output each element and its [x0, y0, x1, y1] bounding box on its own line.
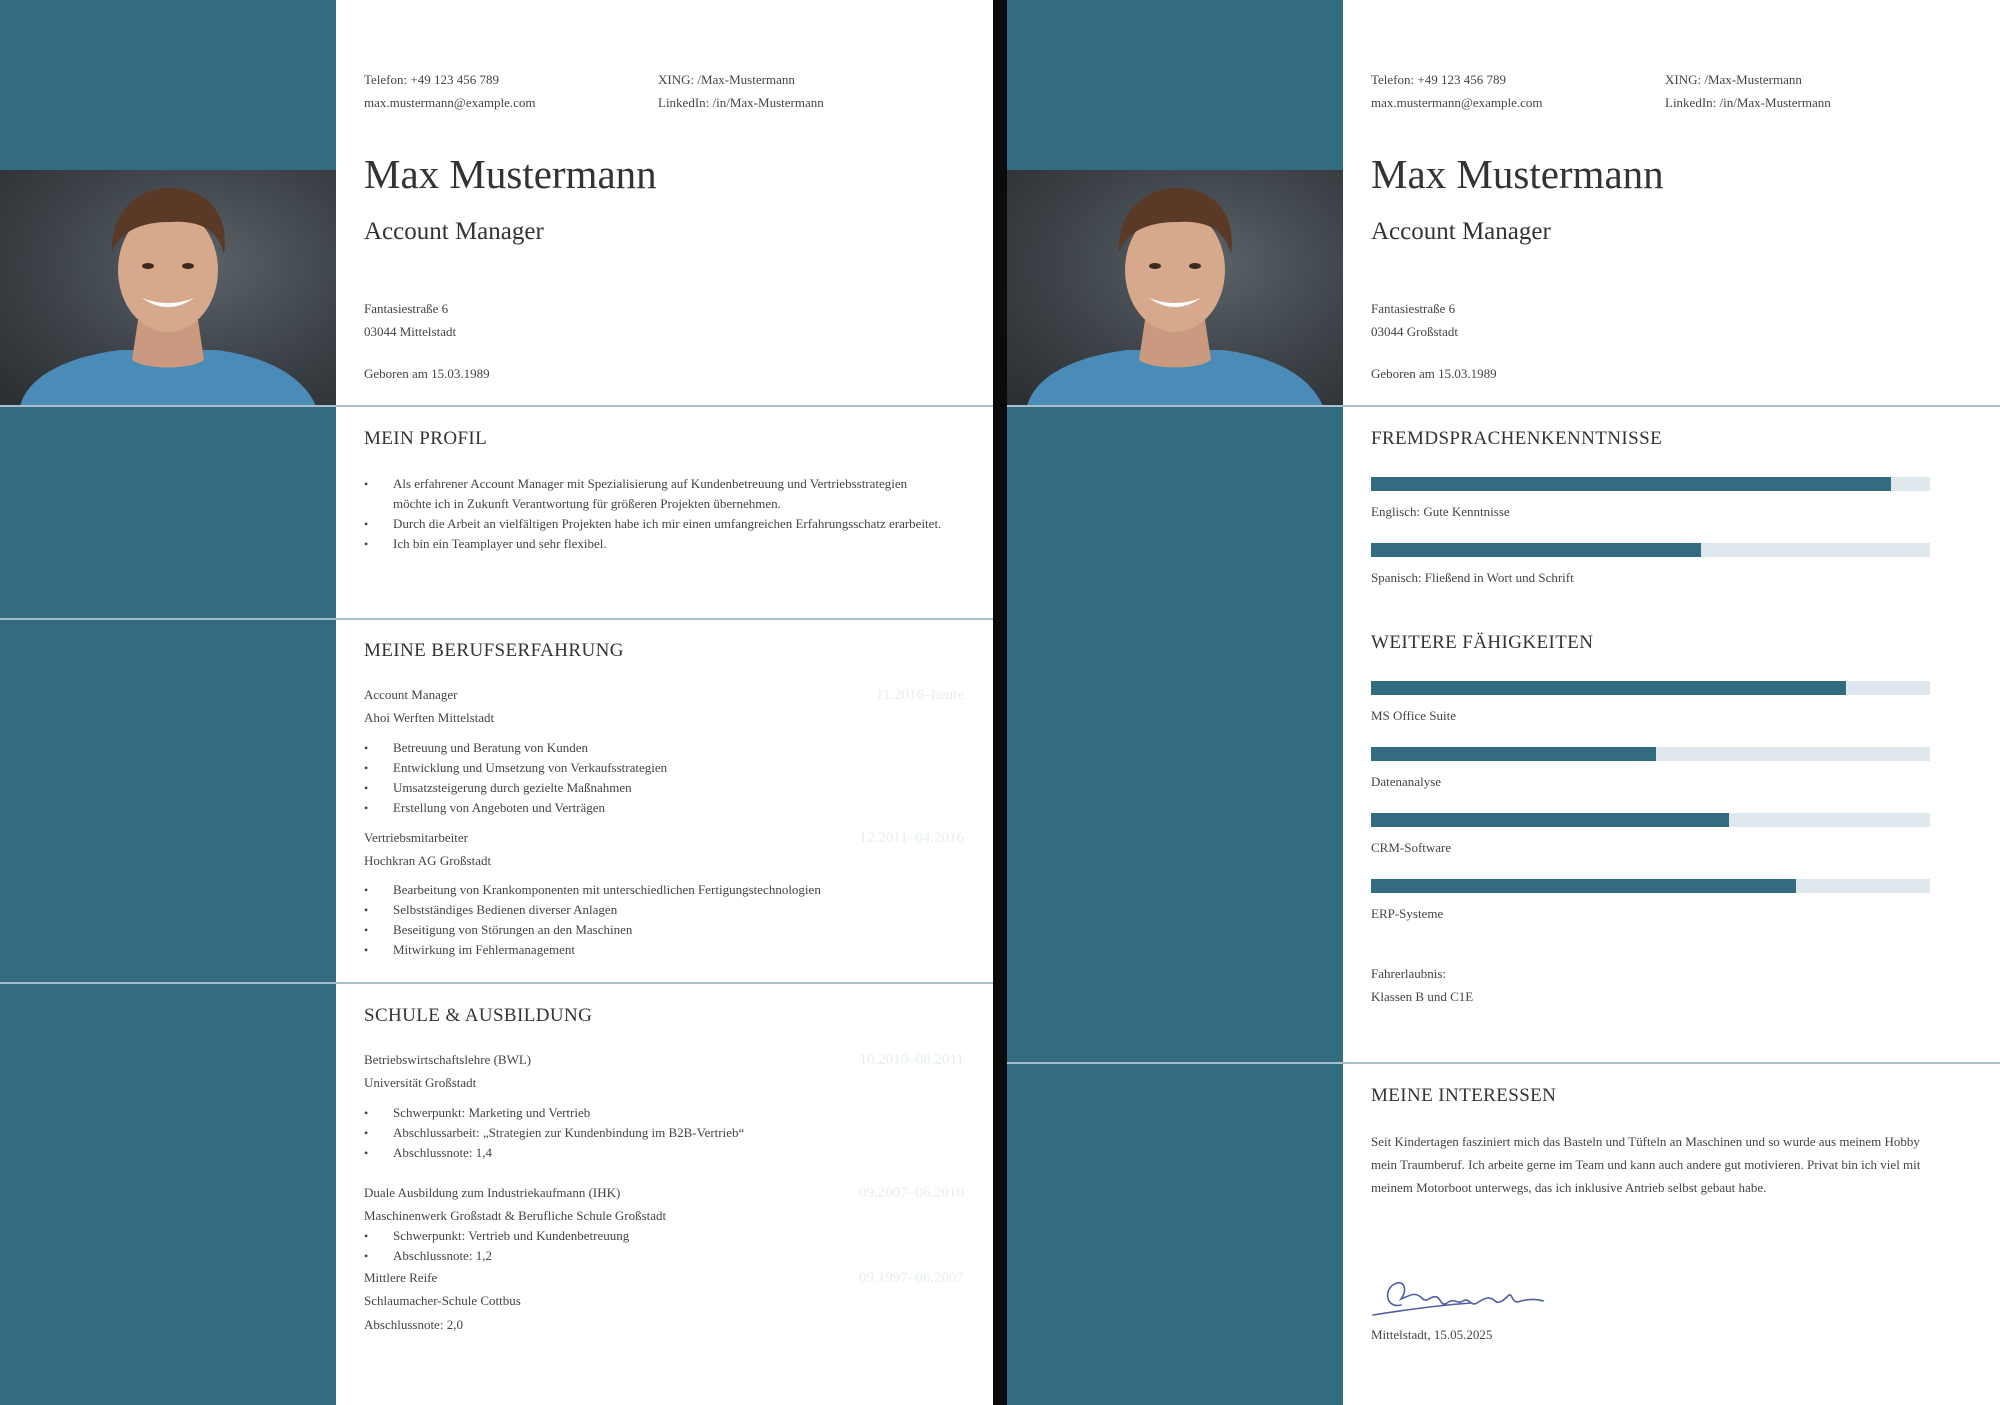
- skill-bar-fill: [1371, 477, 1891, 491]
- section-title-experience: MEINE BERUFSERFAHRUNG: [364, 640, 624, 661]
- date-edu-2: 09.2007–06.2010: [859, 1185, 964, 1201]
- contact-left: [364, 68, 536, 114]
- birth-date: Geboren am 15.03.1989: [1371, 366, 1497, 381]
- contact-left: [1371, 68, 1543, 114]
- list-item: • Abschlussnote: 1,4: [364, 1143, 964, 1163]
- list-item: • Bearbeitung von Krankomponenten mit unterschiedlichen Fertigungstechnologien: [364, 880, 964, 900]
- list-item: • Beseitigung von Störungen an den Maschinen: [364, 920, 964, 940]
- divider: [1007, 405, 2000, 407]
- language-label: Englisch: Gute Kenntnisse: [1371, 504, 1510, 519]
- date-job-2: 12.2011–04.2016: [859, 830, 964, 846]
- edu-school: Schlaumacher-Schule Cottbus: [364, 1293, 521, 1308]
- edu-degree: Duale Ausbildung zum Industriekaufmann (IHK): [364, 1185, 621, 1200]
- skill-label: MS Office Suite: [1371, 708, 1456, 723]
- skill-bar-fill: [1371, 747, 1656, 761]
- edu-school: Universität Großstadt: [364, 1075, 477, 1090]
- divider: [0, 405, 993, 407]
- profile-list: [364, 474, 944, 554]
- skill-bar-track: [1371, 681, 1930, 695]
- list-item: • Erstellung von Angeboten und Verträgen: [364, 798, 964, 818]
- edu-note: Abschlussnote: 2,0: [364, 1317, 463, 1332]
- list-item: • Abschlussnote: 1,2: [364, 1246, 964, 1266]
- job-duties: [364, 738, 964, 818]
- email: max.mustermann@example.com: [364, 95, 536, 110]
- email: max.mustermann@example.com: [1371, 95, 1543, 110]
- section-title-languages: FREMDSPRACHENKENNTNISSE: [1371, 428, 1663, 449]
- skill-bar-fill: [1371, 879, 1796, 893]
- section-title-education: SCHULE & AUSBILDUNG: [364, 1005, 593, 1026]
- xing: XING: /Max-Mustermann: [1665, 72, 1802, 87]
- job-company: Ahoi Werften Mittelstadt: [364, 710, 495, 725]
- list-item: • Mitwirkung im Fehlermanagement: [364, 940, 964, 960]
- phone: Telefon: +49 123 456 789: [364, 72, 499, 87]
- skill-bar-track: [1371, 879, 1930, 893]
- city: 03044 Mittelstadt: [364, 324, 457, 339]
- edu-degree: Mittlere Reife: [364, 1270, 438, 1285]
- job-position: Account Manager: [364, 687, 458, 702]
- list-item: • Umsatzsteigerung durch gezielte Maßnahmen: [364, 778, 964, 798]
- job-duties: [364, 880, 964, 960]
- address: [1371, 297, 1458, 343]
- job-company: Hochkran AG Großstadt: [364, 853, 492, 868]
- date-edu-3: 09.1997–06.2007: [859, 1270, 964, 1286]
- interests-text: Seit Kindertagen fasziniert mich das Basteln und Tüfteln an Maschinen und so wurde aus meinem Hobby mein Traumberuf. Ich arbeite gerne im Team und kann auch andere gut motivieren. Privat bin ich viel mit meinem Motorboot unterwegs, das ich inklusive Antrieb selbst gebaut habe.: [1371, 1134, 1921, 1195]
- linkedin: LinkedIn: /in/Max-Mustermann: [1665, 95, 1831, 110]
- edu-details: [364, 1226, 964, 1266]
- street: Fantasiestraße 6: [1371, 301, 1456, 316]
- divider: [1007, 1062, 2000, 1064]
- job-title: Account Manager: [364, 218, 544, 245]
- full-name: Max Mustermann: [364, 151, 657, 197]
- full-name: Max Mustermann: [1371, 151, 1664, 197]
- list-item: • Abschlussarbeit: „Strategien zur Kundenbindung im B2B-Vertrieb“: [364, 1123, 964, 1143]
- skill-label: Datenanalyse: [1371, 774, 1442, 789]
- list-item: • Als erfahrener Account Manager mit Spezialisierung auf Kundenbetreuung und Vertriebsstrategien möchte ich in Zukunft Verantwortung für größeren Projekten übernehmen.: [364, 474, 944, 514]
- profile-photo: [1007, 170, 1343, 406]
- list-item: • Entwicklung und Umsetzung von Verkaufsstrategien: [364, 758, 964, 778]
- list-item: • Betreuung und Beratung von Kunden: [364, 738, 964, 758]
- page-gutter: [993, 0, 1007, 1405]
- signature-image: [1371, 1265, 1551, 1325]
- date-job-1: 11.2016–heute: [875, 687, 964, 703]
- job-title: Account Manager: [1371, 218, 1551, 245]
- divider: [0, 982, 993, 984]
- edu-degree: Betriebswirtschaftslehre (BWL): [364, 1052, 532, 1067]
- job-position: Vertriebsmitarbeiter: [364, 830, 468, 845]
- license-value: Klassen B und C1E: [1371, 989, 1474, 1004]
- signature-place-date: Mittelstadt, 15.05.2025: [1371, 1327, 1493, 1342]
- divider: [0, 618, 993, 620]
- date-edu-1: 10.2010–08.2011: [859, 1052, 964, 1068]
- profile-photo: [0, 170, 336, 406]
- skill-bar-fill: [1371, 543, 1701, 557]
- edu-school: Maschinenwerk Großstadt & Berufliche Schule Großstadt: [364, 1208, 667, 1223]
- street: Fantasiestraße 6: [364, 301, 449, 316]
- birth-date: Geboren am 15.03.1989: [364, 366, 490, 381]
- contact-right: [658, 68, 824, 114]
- skill-bar-track: [1371, 747, 1930, 761]
- list-item: • Schwerpunkt: Vertrieb und Kundenbetreuung: [364, 1226, 964, 1246]
- edu-details: [364, 1103, 964, 1163]
- section-title-skills: WEITERE FÄHIGKEITEN: [1371, 632, 1594, 653]
- skill-bar-track: [1371, 813, 1930, 827]
- list-item: • Schwerpunkt: Marketing und Vertrieb: [364, 1103, 964, 1123]
- phone: Telefon: +49 123 456 789: [1371, 72, 1506, 87]
- skill-bar-track: [1371, 477, 1930, 491]
- list-item: • Ich bin ein Teamplayer und sehr flexibel.: [364, 534, 944, 554]
- contact-right: [1665, 68, 1831, 114]
- xing: XING: /Max-Mustermann: [658, 72, 795, 87]
- skill-label: ERP-Systeme: [1371, 906, 1444, 921]
- section-title-interests: MEINE INTERESSEN: [1371, 1085, 1557, 1106]
- cv-page-2: [1007, 0, 2000, 1405]
- address: [364, 297, 456, 343]
- city: 03044 Großstadt: [1371, 324, 1459, 339]
- section-title-profile: MEIN PROFIL: [364, 428, 488, 449]
- skill-bar-fill: [1371, 813, 1729, 827]
- skill-bar-track: [1371, 543, 1930, 557]
- license-label: Fahrerlaubnis:: [1371, 966, 1447, 981]
- list-item: • Durch die Arbeit an vielfältigen Projekten habe ich mir einen umfangreichen Erfahrungsschatz erarbeitet.: [364, 514, 944, 534]
- language-label: Spanisch: Fließend in Wort und Schrift: [1371, 570, 1574, 585]
- skill-label: CRM-Software: [1371, 840, 1452, 855]
- list-item: • Selbstständiges Bedienen diverser Anlagen: [364, 900, 964, 920]
- linkedin: LinkedIn: /in/Max-Mustermann: [658, 95, 824, 110]
- cv-page-1: [0, 0, 993, 1405]
- skill-bar-fill: [1371, 681, 1846, 695]
